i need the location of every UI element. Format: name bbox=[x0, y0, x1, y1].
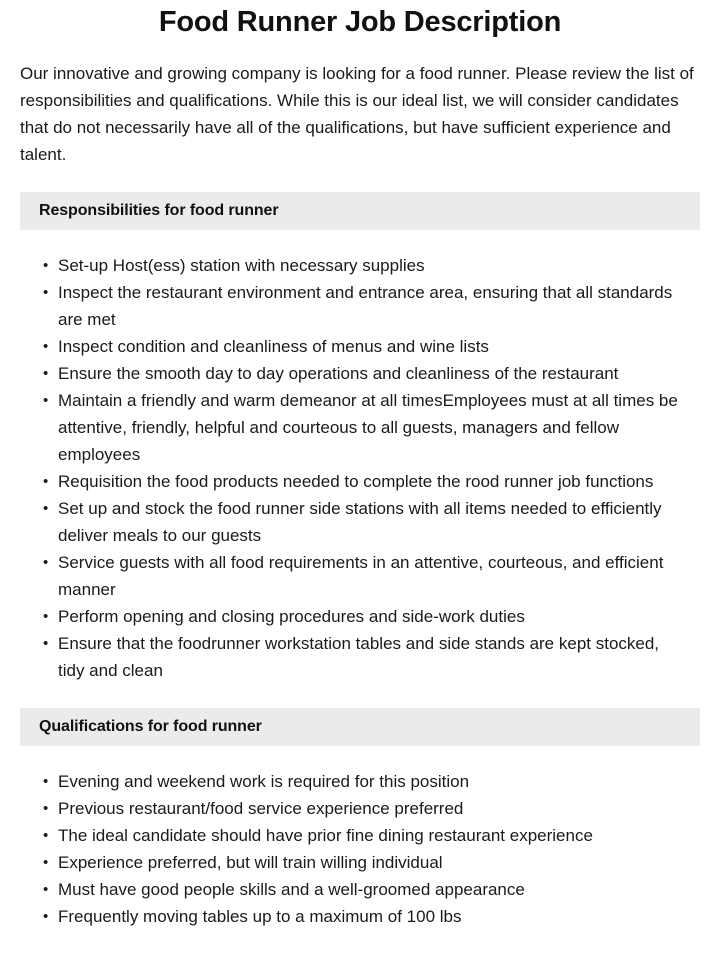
list-item: • Perform opening and closing procedures and side-work duties bbox=[0, 603, 720, 630]
responsibilities-list bbox=[0, 230, 720, 684]
list-item: • Evening and weekend work is required for this position bbox=[0, 768, 720, 795]
responsibilities-heading-text: Responsibilities for food runner bbox=[39, 202, 279, 219]
list-item: • Ensure the smooth day to day operations and cleanliness of the restaurant bbox=[0, 360, 720, 387]
responsibilities-section bbox=[0, 192, 720, 684]
page-title: Food Runner Job Description bbox=[158, 6, 562, 38]
list-item: • Frequently moving tables up to a maximum of 100 lbs bbox=[0, 903, 720, 930]
list-item: • Previous restaurant/food service experience preferred bbox=[0, 795, 720, 822]
list-item: • Inspect condition and cleanliness of menus and wine lists bbox=[0, 333, 720, 360]
responsibilities-section-header bbox=[20, 192, 700, 230]
list-item: • Set up and stock the food runner side stations with all items needed to efficiently deliver meals to our guests bbox=[0, 495, 720, 549]
qualifications-section bbox=[0, 708, 720, 930]
qualifications-section-header bbox=[20, 708, 700, 746]
list-item: • Maintain a friendly and warm demeanor at all timesEmployees must at all times be attentive, friendly, helpful and courteous to all guests, managers and fellow employees bbox=[0, 387, 720, 468]
list-item: • Experience preferred, but will train willing individual bbox=[0, 849, 720, 876]
intro-paragraph: Our innovative and growing company is looking for a food runner. Please review the list of responsibilities and qualifications. While this is our ideal list, we will consider candidates that do not necessarily have all of the qualifications, but have sufficient experience and talent. bbox=[20, 64, 694, 164]
qualifications-heading-text: Qualifications for food runner bbox=[39, 718, 262, 735]
qualifications-list bbox=[0, 746, 720, 930]
list-item: • Requisition the food products needed to complete the rood runner job functions bbox=[0, 468, 720, 495]
list-item: • Set-up Host(ess) station with necessary supplies bbox=[0, 252, 720, 279]
list-item: • Inspect the restaurant environment and entrance area, ensuring that all standards are met bbox=[0, 279, 720, 333]
list-item: • Must have good people skills and a well-groomed appearance bbox=[0, 876, 720, 903]
list-item: • Service guests with all food requirements in an attentive, courteous, and efficient manner bbox=[0, 549, 720, 603]
list-item: • Ensure that the foodrunner workstation tables and side stands are kept stocked, tidy and clean bbox=[0, 630, 720, 684]
list-item: • The ideal candidate should have prior fine dining restaurant experience bbox=[0, 822, 720, 849]
